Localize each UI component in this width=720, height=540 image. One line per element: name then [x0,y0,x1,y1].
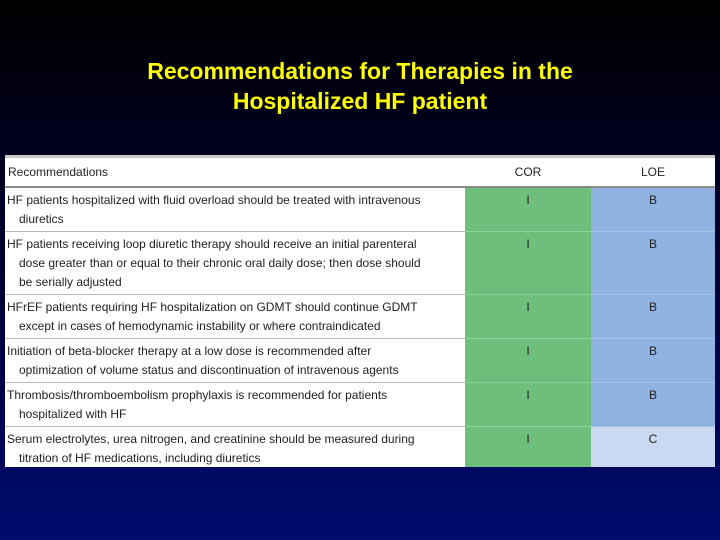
cor-cell: I [465,232,591,295]
recommendation-text-line: optimization of volume status and discontinuation of intravenous agents [19,363,399,377]
table-row [5,232,715,295]
recommendation-text-line: Serum electrolytes, urea nitrogen, and creatinine should be measured during [7,432,415,446]
table-row [5,383,715,427]
recommendation-text-line: dose greater than or equal to their chronic oral daily dose; then dose should [19,256,421,270]
recommendation-cell [5,232,465,295]
loe-cell: B [591,295,715,339]
recommendation-cell [5,187,465,232]
cor-cell: I [465,187,591,232]
recommendation-cell [5,427,465,468]
recommendation-text-line: be serially adjusted [19,275,122,289]
loe-cell: B [591,383,715,427]
slide-title [0,56,720,116]
recommendation-cell [5,383,465,427]
header-cor: COR [465,158,591,187]
recommendation-cell [5,295,465,339]
recommendation-cell [5,339,465,383]
header-recommendations: Recommendations [5,158,465,187]
loe-cell: B [591,339,715,383]
cor-cell: I [465,295,591,339]
loe-cell: B [591,232,715,295]
header-loe: LOE [591,158,715,187]
recommendations-table-panel [5,155,715,467]
slide-title-line-1: Recommendations for Therapies in the [147,58,573,84]
slide-title-line-2: Hospitalized HF patient [232,88,488,114]
recommendation-text-line: HFrEF patients requiring HF hospitalization on GDMT should continue GDMT [7,300,418,314]
loe-cell: C [591,427,715,468]
recommendation-text-line: Thrombosis/thromboembolism prophylaxis is recommended for patients [7,388,388,402]
cor-cell: I [465,427,591,468]
recommendation-text-line: Initiation of beta-blocker therapy at a low dose is recommended after [7,344,372,358]
table-row [5,187,715,232]
recommendation-text-line: except in cases of hemodynamic instability or where contraindicated [19,319,381,333]
table-row [5,339,715,383]
recommendation-text-line: HF patients receiving loop diuretic therapy should receive an initial parenteral [7,237,417,251]
cor-cell: I [465,383,591,427]
table-header-row [5,158,715,187]
cor-cell: I [465,339,591,383]
recommendations-table [5,158,715,467]
recommendation-text-line: titration of HF medications, including diuretics [19,451,261,465]
loe-cell: B [591,187,715,232]
table-row [5,427,715,468]
table-row [5,295,715,339]
recommendation-text-line: HF patients hospitalized with fluid overload should be treated with intravenous [7,193,421,207]
recommendation-text-line: hospitalized with HF [19,407,127,421]
recommendation-text-line: diuretics [19,212,64,226]
